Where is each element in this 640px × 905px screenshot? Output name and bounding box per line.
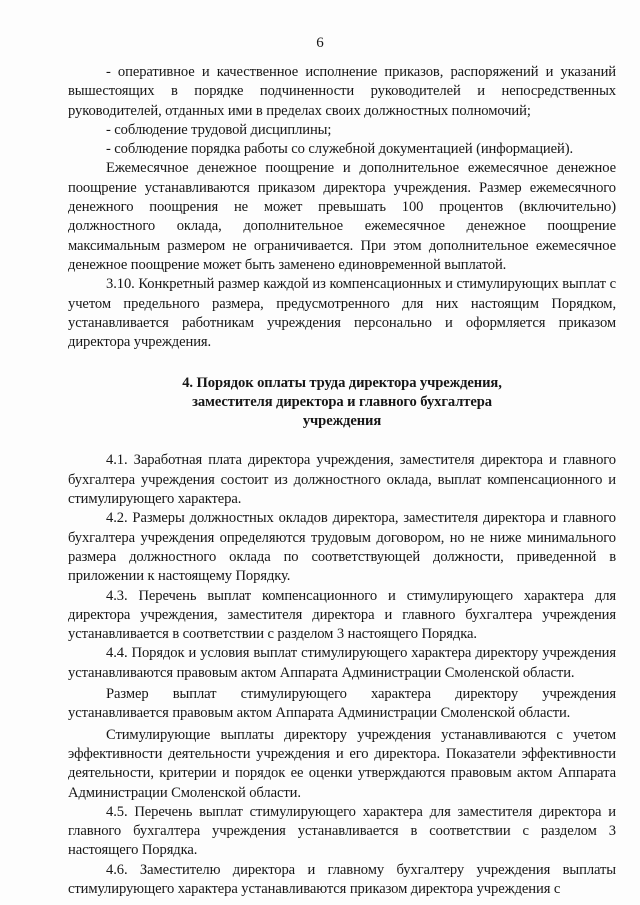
paragraph-monthly-incentive: Ежемесячное денежное поощрение и дополнительное ежемесячное денежное поощрение устанавливаются приказом директора учреждения. Размер ежемесячного денежного поощрения не может превышать 100 процентов (включительно) должностного оклада, дополнительное ежемесячное денежное поощрение максимальным размером не ограничивается. При этом дополнительное ежемесячное денежное поощрение может быть заменено единовременной выплатой. <box>68 160 616 273</box>
section-heading-line: 4. Порядок оплаты труда директора учреждения, <box>182 375 502 392</box>
document-body <box>68 63 616 899</box>
paragraph-duty-execution: - оперативное и качественное исполнение приказов, распоряжений и указаний вышестоящих в порядке подчиненности руководителей и непосредственных руководителей, отданных ими в пределах своих должностных полномочий; <box>68 64 616 119</box>
section-4-heading <box>68 374 616 431</box>
paragraph-4-1: 4.1. Заработная плата директора учреждения, заместителя директора и главного бухгалтера учреждения состоит из должностного оклада, выплат компенсационного и стимулирующего характера. <box>68 452 616 508</box>
paragraph-4-6: 4.6. Заместителю директора и главному бухгалтеру учреждения выплаты стимулирующего характера устанавливаются приказом директора учреждения с <box>68 861 616 897</box>
paragraph-documentation-order: - соблюдение порядка работы со служебной документацией (информацией). <box>106 141 574 158</box>
page-number: 6 <box>316 35 324 51</box>
paragraph-4-4-efficiency: Стимулирующие выплаты директору учреждения устанавливаются с учетом эффективности деятельности учреждения и его директора. Показатели эффективности деятельности, критерии и порядок ее оценки утверждаются правовым актом Аппарата Администрации Смоленской области. <box>68 726 616 801</box>
section-heading-line: учреждения <box>302 413 382 430</box>
paragraph-4-5: 4.5. Перечень выплат стимулирующего характера для заместителя директора и главного бухгалтера учреждения устанавливается в соответствии с разделом 3 настоящего Порядка. <box>68 803 616 859</box>
section-heading-line: заместителя директора и главного бухгалтера <box>192 394 492 411</box>
paragraph-3-10: 3.10. Конкретный размер каждой из компенсационных и стимулирующих выплат с учетом предельного размера, предусмотренного для них настоящим Порядком, устанавливается работникам учреждения персонально и оформляется приказом директора учреждения. <box>68 276 616 351</box>
paragraph-4-4: 4.4. Порядок и условия выплат стимулирующего характера директору учреждения устанавливаются правовым актом Аппарата Администрации Смоленской области. <box>68 645 616 681</box>
paragraph-labor-discipline: - соблюдение трудовой дисциплины; <box>106 121 332 138</box>
paragraph-4-2: 4.2. Размеры должностных окладов директора, заместителя директора и главного бухгалтера учреждения определяются трудовым договором, но не ниже минимального размера должностного оклада по соответствующей должности, приведенной в приложении к настоящему Порядку. <box>68 510 616 585</box>
paragraph-4-3: 4.3. Перечень выплат компенсационного и стимулирующего характера для директора учреждения, заместителя директора и главного бухгалтера учреждения устанавливается в соответствии с разделом 3 настоящего Порядка. <box>68 587 616 643</box>
paragraph-4-4-size: Размер выплат стимулирующего характера директору учреждения устанавливается правовым актом Аппарата Администрации Смоленской области. <box>68 686 616 722</box>
